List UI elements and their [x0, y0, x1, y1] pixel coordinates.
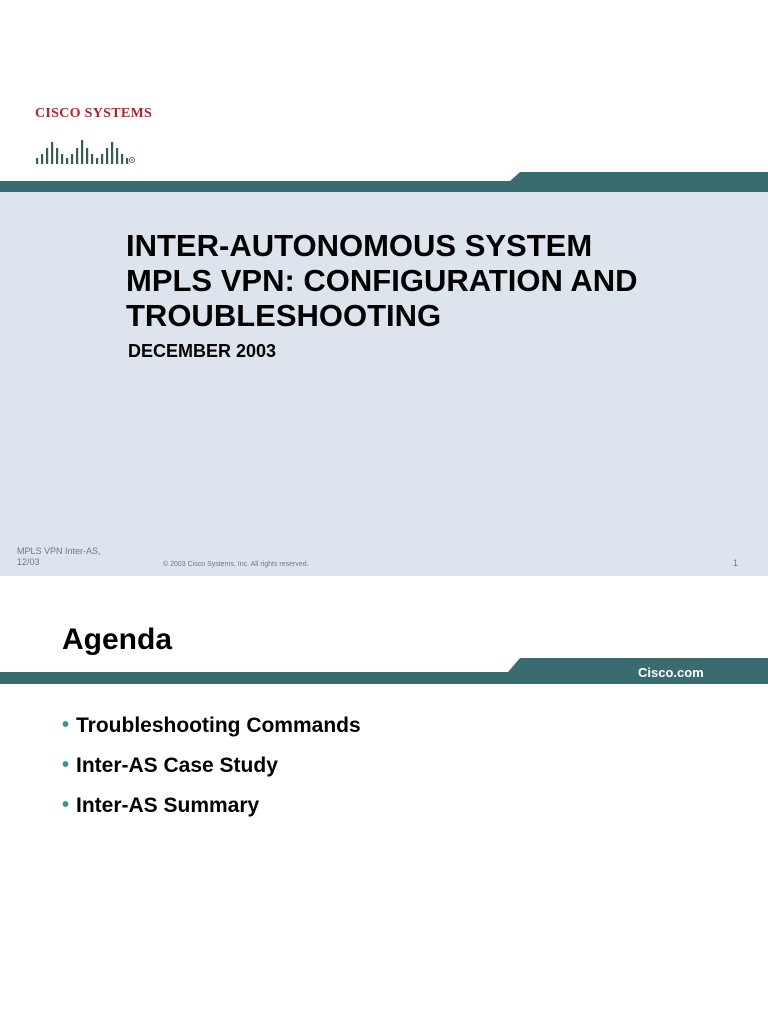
- logo-bar: [56, 148, 58, 164]
- slide-title: [126, 228, 746, 333]
- list-item-label: Inter-AS Summary: [76, 794, 260, 817]
- bullet-icon: •: [62, 754, 70, 776]
- svg-text:R: R: [130, 158, 134, 163]
- title-line: MPLS VPN: CONFIGURATION AND: [126, 263, 638, 298]
- logo-bar: [66, 158, 68, 164]
- list-item-label: Inter-AS Case Study: [76, 754, 278, 777]
- logo-bar: [111, 142, 113, 164]
- logo-bar: [101, 154, 103, 164]
- list-item: [62, 754, 361, 794]
- logo-bar: [61, 154, 63, 164]
- cisco-com-label: Cisco.com: [638, 665, 704, 680]
- logo-bar: [86, 148, 88, 164]
- agenda-slide: [0, 576, 768, 1024]
- page-number: 1: [733, 558, 739, 568]
- agenda-list: [62, 714, 361, 834]
- list-item: [62, 794, 361, 834]
- logo-bar: [46, 148, 48, 164]
- cisco-bridge-logo-icon: [35, 124, 137, 164]
- logo-bar: [71, 154, 73, 164]
- logo-bar: [126, 158, 128, 164]
- agenda-title: Agenda: [62, 623, 173, 656]
- title-line: INTER-AUTONOMOUS SYSTEM: [126, 228, 593, 263]
- logo-bar: [76, 148, 78, 164]
- logo-bar: [96, 158, 98, 164]
- footer-line: 12/03: [17, 557, 40, 567]
- footer-label: [17, 546, 127, 568]
- logo-bar: [36, 158, 38, 164]
- logo-bar: [106, 148, 108, 164]
- cisco-systems-logo: [35, 106, 153, 164]
- footer-line: MPLS VPN Inter-AS,: [17, 546, 101, 556]
- logo-bar: [116, 148, 118, 164]
- title-line: TROUBLESHOOTING: [126, 298, 442, 333]
- logo-wordmark: CISCO SYSTEMS: [35, 106, 153, 121]
- slide-subtitle: DECEMBER 2003: [128, 341, 277, 361]
- header-bar: [0, 172, 768, 192]
- bullet-icon: •: [62, 714, 70, 736]
- logo-bar: [41, 154, 43, 164]
- logo-bar: [91, 154, 93, 164]
- logo-bar: [51, 142, 53, 164]
- logo-bar: [121, 154, 123, 164]
- logo-bar: [81, 140, 83, 164]
- bullet-icon: •: [62, 794, 70, 816]
- list-item: [62, 714, 361, 754]
- footer-copyright: © 2003 Cisco Systems, Inc. All rights reserved.: [163, 561, 309, 568]
- list-item-label: Troubleshooting Commands: [76, 714, 361, 737]
